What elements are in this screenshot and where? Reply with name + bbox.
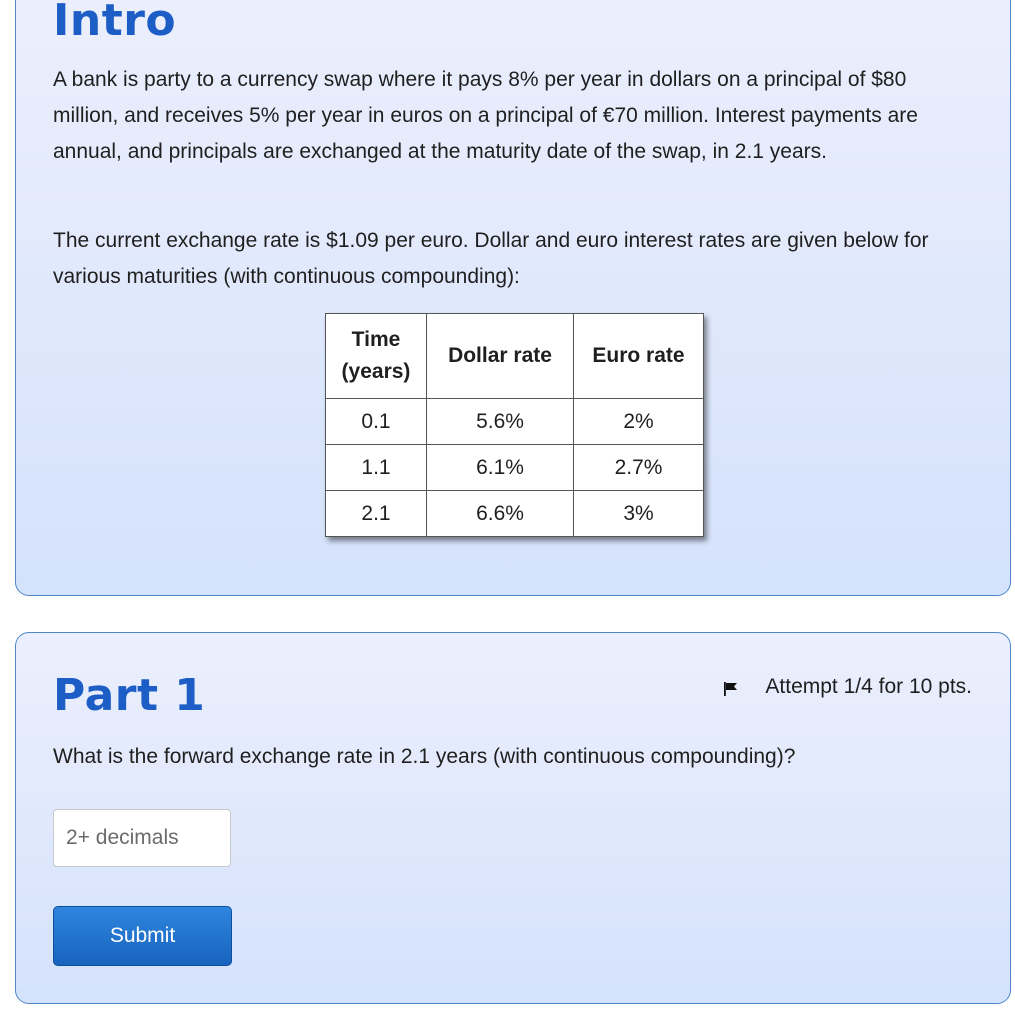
answer-input[interactable] <box>53 809 231 867</box>
cell-dollar-rate: 5.6% <box>427 399 574 445</box>
header-time <box>326 314 427 399</box>
header-euro-rate: Euro rate <box>574 314 704 399</box>
intro-heading: Intro <box>53 0 177 46</box>
table-header-row <box>326 314 704 399</box>
table-row <box>326 491 704 537</box>
cell-time: 1.1 <box>326 445 427 491</box>
table-row <box>326 399 704 445</box>
header-dollar-rate: Dollar rate <box>427 314 574 399</box>
header-time-line2: (years) <box>341 360 411 383</box>
intro-card <box>15 0 1011 596</box>
attempt-text: Attempt 1/4 for 10 pts. <box>765 675 972 698</box>
part1-card <box>15 632 1011 1004</box>
part1-question: What is the forward exchange rate in 2.1 years (with continuous compounding)? <box>53 745 796 768</box>
cell-euro-rate: 2.7% <box>574 445 704 491</box>
flag-icon[interactable] <box>723 679 739 695</box>
submit-button[interactable]: Submit <box>53 906 232 966</box>
rates-table <box>325 313 704 537</box>
table-row <box>326 445 704 491</box>
intro-paragraph-1: A bank is party to a currency swap where it pays 8% per year in dollars on a principal of $80 million, and receives 5% per year in euros on a principal of €70 million. Interest payments are annual, and principals are exchanged at the maturity date of the swap, in 2.1 years. <box>53 68 918 163</box>
cell-dollar-rate: 6.1% <box>427 445 574 491</box>
cell-euro-rate: 2% <box>574 399 704 445</box>
part1-heading: Part 1 <box>53 670 206 721</box>
attempt-info <box>723 675 972 699</box>
cell-time: 0.1 <box>326 399 427 445</box>
cell-time: 2.1 <box>326 491 427 537</box>
intro-paragraph-2: The current exchange rate is $1.09 per euro. Dollar and euro interest rates are given below for various maturities (with continuous compounding): <box>53 229 929 288</box>
header-time-line1: Time <box>351 328 401 351</box>
cell-dollar-rate: 6.6% <box>427 491 574 537</box>
cell-euro-rate: 3% <box>574 491 704 537</box>
